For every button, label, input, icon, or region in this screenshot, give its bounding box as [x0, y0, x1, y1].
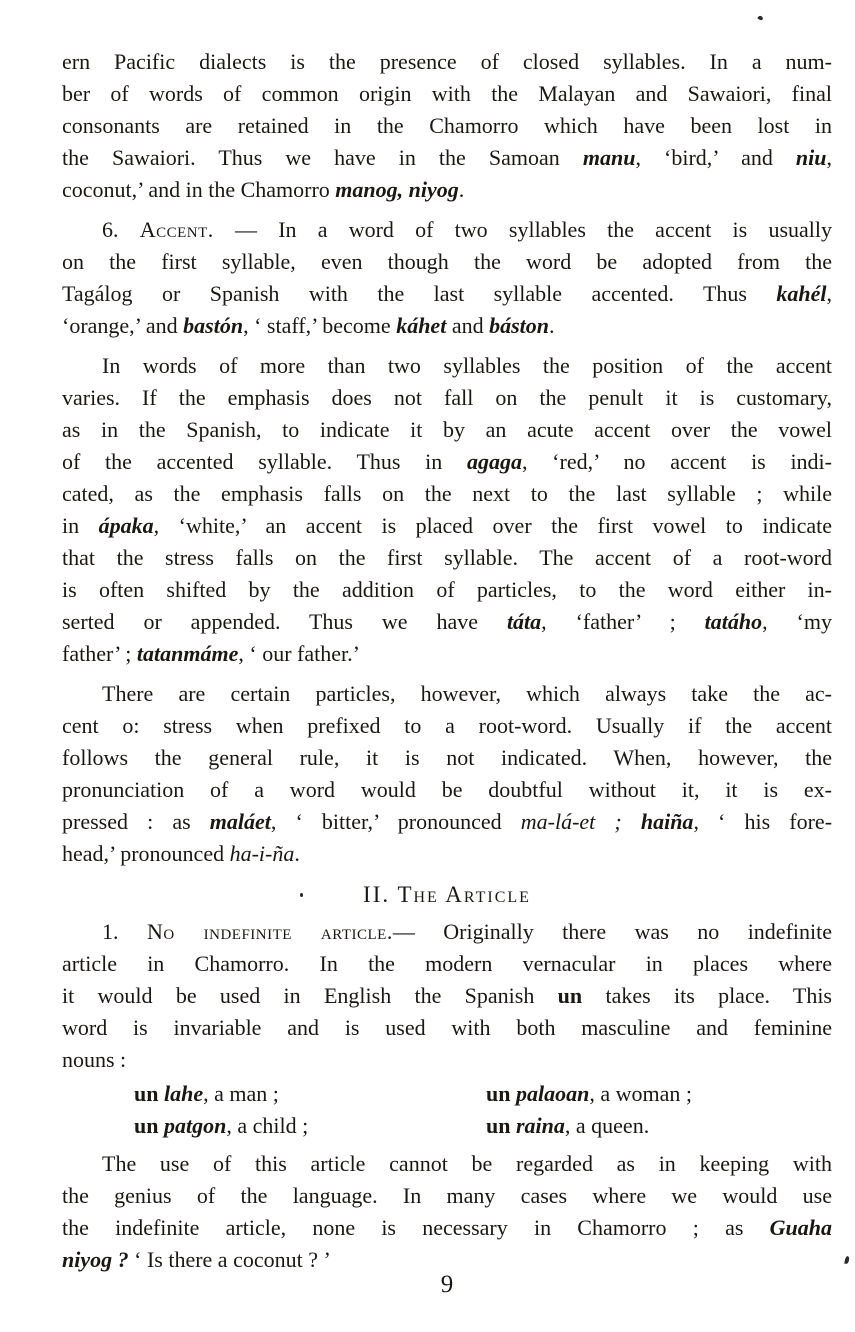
text-run: , a child ;: [226, 1113, 309, 1138]
text-run: takes its place. This: [582, 983, 832, 1008]
text-line: [486, 1110, 692, 1142]
text-run: consonants are retained in the Chamorro which have been lost in: [62, 113, 832, 138]
language-term: raina: [515, 1113, 565, 1138]
language-term: báston: [489, 313, 549, 338]
text-run: that the stress falls on the first syllable. The accent of a root-word: [62, 545, 832, 570]
text-line: [62, 310, 832, 342]
text-line: [62, 246, 832, 278]
text-run: pressed : as: [62, 809, 210, 834]
text-run: ‘orange,’ and: [62, 313, 184, 338]
text-line: [62, 980, 832, 1012]
text-run: the Sawaiori. Thus we have in the Samoan: [62, 145, 583, 170]
text-line: [62, 78, 832, 110]
ink-speck: [300, 893, 303, 897]
bold-run: un: [557, 983, 583, 1008]
text-run: , ‘red,’ no accent is indi-: [521, 449, 832, 474]
smallcaps-label: Accent.: [139, 217, 214, 242]
language-term: tatáho: [704, 609, 763, 634]
text-line: [62, 742, 832, 774]
language-term: agaga: [466, 449, 522, 474]
text-line: [62, 1212, 832, 1244]
text-line: [62, 806, 832, 838]
text-run: , ‘ his fore-: [693, 809, 833, 834]
text-run: .: [458, 177, 465, 202]
text-line: [62, 46, 832, 78]
text-run: head,’ pronounced: [62, 841, 230, 866]
text-line: [62, 414, 832, 446]
text-run: , ‘my: [762, 609, 832, 634]
text-line: [62, 774, 832, 806]
text-run: cated, as the emphasis falls on the next to the last syllable ; while: [62, 481, 832, 506]
text-run: There are certain particles, however, which always take the ac-: [102, 681, 832, 706]
text-run: and: [446, 313, 490, 338]
text-run: Tagálog or Spanish with the last syllable accented. Thus: [62, 281, 777, 306]
paragraph: [62, 350, 832, 670]
text-run: ,: [826, 281, 832, 306]
text-line: [62, 478, 832, 510]
text-line: [62, 574, 832, 606]
text-line: [62, 278, 832, 310]
text-line: [62, 948, 832, 980]
text-run: of the accented syllable. Thus in: [62, 449, 467, 474]
text-line: [62, 142, 832, 174]
text-run: .: [549, 313, 555, 338]
text-run: serted or appended. Thus we have: [62, 609, 507, 634]
bold-run: un: [486, 1113, 511, 1138]
text-run: follows the general rule, it is not indicated. When, however, the: [62, 745, 832, 770]
language-term: niyog ?: [62, 1247, 129, 1272]
page-number: 9: [440, 1271, 454, 1298]
bold-run: un: [134, 1081, 159, 1106]
text-run: — In a word of two syllables the accent is usually: [213, 217, 832, 242]
text-line: [62, 542, 832, 574]
language-term: táta: [506, 609, 542, 634]
text-line: [62, 678, 832, 710]
text-run: the genius of the language. In many cases where we would use: [62, 1183, 832, 1208]
text-line: [62, 916, 832, 948]
text-run: , a queen.: [564, 1113, 650, 1138]
text-run: ber of words of common origin with the Malayan and Sawaiori, final: [62, 81, 832, 106]
text-line: [62, 214, 832, 246]
paragraph: [62, 46, 832, 206]
text-run: 1.: [102, 919, 147, 944]
text-run: nouns :: [62, 1047, 127, 1072]
text-line: [62, 710, 832, 742]
language-term: haiña: [640, 809, 694, 834]
text-run: , ‘ our father.’: [238, 641, 360, 666]
text-run: ‘ Is there a coconut ? ’: [128, 1247, 331, 1272]
text-run: as in the Spanish, to indicate it by an acute accent over the vowel: [62, 417, 832, 442]
text-run: , ‘ bitter,’ pronounced: [270, 809, 521, 834]
language-term: manu: [582, 145, 636, 170]
text-run: pronunciation of a word would be doubtful without it, it is ex-: [62, 777, 832, 802]
bold-run: un: [134, 1113, 159, 1138]
language-term: lahe: [163, 1081, 204, 1106]
text-line: [62, 382, 832, 414]
language-term: patgon: [163, 1113, 227, 1138]
paragraph: [62, 678, 832, 870]
text-line: [62, 838, 832, 870]
example-columns: [62, 1078, 832, 1142]
text-run: in: [62, 513, 99, 538]
text-line: [62, 446, 832, 478]
section-the-article: [62, 916, 832, 1276]
italic-run: ha-i-ña: [229, 841, 295, 866]
text-run: , ‘ staff,’ become: [243, 313, 397, 338]
text-run: the indefinite article, none is necessary in Chamorro ; as: [62, 1215, 770, 1240]
paragraph: [62, 214, 832, 342]
paragraph: [62, 916, 832, 1076]
text-line: [62, 1180, 832, 1212]
text-run: , ‘bird,’ and: [635, 145, 796, 170]
text-line: [62, 510, 832, 542]
text-line: [134, 1078, 486, 1110]
text-run: .: [294, 841, 300, 866]
example-column-left: [134, 1078, 486, 1142]
text-line: [486, 1078, 692, 1110]
text-run: cent o: stress when prefixed to a root-word. Usually if the accent: [62, 713, 832, 738]
text-run: 6.: [102, 217, 140, 242]
text-run: ,: [826, 145, 832, 170]
language-term: niu: [795, 145, 827, 170]
text-column: [62, 46, 832, 1284]
text-line: [62, 110, 832, 142]
text-line: [62, 350, 832, 382]
text-run: , a man ;: [203, 1081, 279, 1106]
text-run: [622, 809, 641, 834]
language-term: Guaha: [769, 1215, 832, 1240]
smallcaps-label: No indefinite article.: [146, 919, 393, 944]
example-column-right: [486, 1078, 692, 1142]
italic-run: ma-lá-et ;: [520, 809, 622, 834]
language-term: káhet: [396, 313, 447, 338]
language-term: ápaka: [98, 513, 154, 538]
section-accent: [62, 46, 832, 870]
text-line: [62, 1044, 832, 1076]
ink-speck: [844, 1256, 850, 1265]
section-heading: II. The Article: [363, 882, 531, 907]
ink-speck: [757, 15, 763, 21]
language-term: maláet: [209, 809, 271, 834]
text-run: , a woman ;: [589, 1081, 692, 1106]
text-run: on the first syllable, even though the word be adopted from the: [62, 249, 832, 274]
text-run: , ‘white,’ an accent is placed over the first vowel to indicate: [153, 513, 832, 538]
language-term: kahél: [776, 281, 827, 306]
text-run: varies. If the emphasis does not fall on the penult it is customary,: [62, 385, 832, 410]
text-run: coconut,’ and in the Chamorro: [62, 177, 336, 202]
text-line: [62, 1148, 832, 1180]
language-term: tatanmáme: [136, 641, 239, 666]
text-run: word is invariable and is used with both masculine and feminine: [62, 1015, 832, 1040]
language-term: palaoan: [515, 1081, 590, 1106]
text-run: , ‘father’ ;: [541, 609, 705, 634]
text-run: ern Pacific dialects is the presence of closed syllables. In a num-: [62, 49, 832, 74]
text-line: [62, 1012, 832, 1044]
text-line: [62, 638, 832, 670]
text-line: [134, 1110, 486, 1142]
text-line: [62, 606, 832, 638]
paragraph: [62, 1148, 832, 1276]
text-run: it would be used in English the Spanish: [62, 983, 558, 1008]
bold-run: un: [486, 1081, 511, 1106]
text-run: father’ ;: [62, 641, 137, 666]
text-run: In words of more than two syllables the position of the accent: [102, 353, 832, 378]
text-run: The use of this article cannot be regarded as in keeping with: [102, 1151, 832, 1176]
text-run: — Originally there was no indefinite: [392, 919, 832, 944]
text-run: article in Chamorro. In the modern vernacular in places where: [62, 951, 832, 976]
language-term: manog, niyog: [335, 177, 459, 202]
language-term: bastón: [183, 313, 244, 338]
text-line: [62, 174, 832, 206]
text-run: is often shifted by the addition of particles, to the word either in-: [62, 577, 832, 602]
